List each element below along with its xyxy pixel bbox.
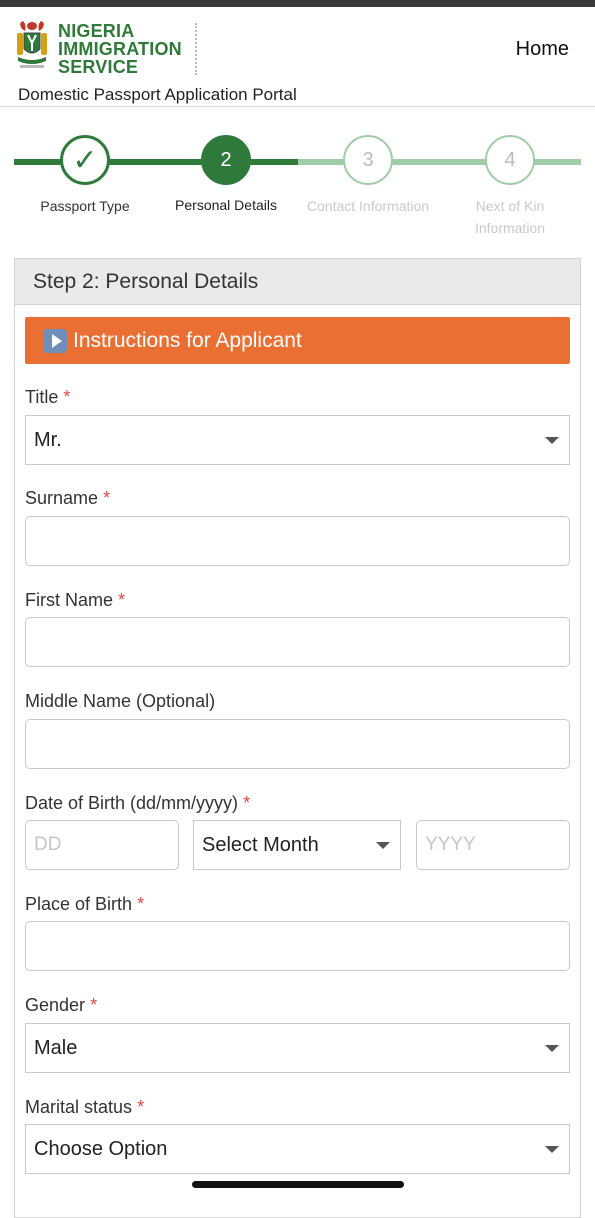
required-mark: *	[137, 1097, 145, 1117]
required-mark: *	[63, 387, 71, 407]
gender-label	[25, 995, 97, 1016]
step-connector	[14, 159, 298, 165]
step-title: Step 2: Personal Details	[15, 259, 580, 305]
marital-status-label	[25, 1097, 144, 1118]
middle-name-label: Middle Name (Optional)	[25, 691, 216, 711]
title-select[interactable]	[25, 415, 570, 465]
chevron-down-icon	[376, 842, 390, 849]
place-of-birth-label	[25, 894, 144, 915]
status-bar	[0, 0, 595, 7]
portal-title: Domestic Passport Application Portal	[18, 85, 297, 104]
site-header	[0, 7, 595, 107]
place-of-birth-input[interactable]	[25, 921, 570, 971]
dob-day-input[interactable]: DD	[25, 820, 179, 870]
step-connector	[298, 159, 581, 165]
marital-status-label-text: Marital status	[25, 1097, 133, 1117]
middle-name-input[interactable]	[25, 719, 570, 769]
brand-line-2: IMMIGRATION	[58, 39, 182, 59]
step-2-circle[interactable]: 2	[201, 135, 251, 185]
step-4-label: Next of Kin Information	[474, 198, 546, 236]
home-indicator	[192, 1181, 404, 1188]
home-link[interactable]: Home	[515, 38, 569, 60]
place-of-birth-label-text: Place of Birth	[25, 894, 133, 914]
marital-status-value: Choose Option	[34, 1137, 168, 1160]
surname-label-text: Surname	[25, 488, 99, 508]
step-1-label: Passport Type	[40, 198, 130, 214]
dob-label-text: Date of Birth (dd/mm/yyyy)	[25, 793, 239, 813]
chevron-down-icon	[545, 437, 559, 444]
required-mark: *	[118, 590, 126, 610]
first-name-label	[25, 590, 125, 611]
first-name-label-text: First Name	[25, 590, 114, 610]
gender-select-value: Male	[34, 1036, 78, 1059]
title-label-text: Title	[25, 387, 59, 407]
required-mark: *	[243, 793, 251, 813]
instructions-label: Instructions for Applicant	[73, 328, 302, 352]
required-mark: *	[103, 488, 111, 508]
brand-line-1: NIGERIA	[58, 21, 135, 41]
personal-details-card	[14, 258, 581, 1218]
step-3-circle[interactable]: 3	[343, 135, 393, 185]
surname-input[interactable]	[25, 516, 570, 566]
step-3-label: Contact Information	[306, 198, 430, 214]
header-divider	[195, 23, 197, 75]
required-mark: *	[137, 894, 145, 914]
step-4-circle[interactable]: 4	[485, 135, 535, 185]
dob-label	[25, 793, 250, 814]
instructions-button[interactable]	[25, 317, 570, 364]
step-1-check-icon[interactable]: ✓	[60, 135, 110, 185]
required-mark: *	[90, 995, 98, 1015]
step-2-label: Personal Details	[175, 197, 277, 213]
progress-stepper	[0, 107, 595, 257]
brand-line-3: SERVICE	[58, 57, 139, 77]
title-label	[25, 387, 70, 408]
dob-month-select[interactable]	[193, 820, 401, 870]
play-icon	[43, 329, 67, 353]
surname-label	[25, 488, 110, 509]
dob-year-input[interactable]: YYYY	[416, 820, 570, 870]
gender-label-text: Gender	[25, 995, 86, 1015]
first-name-input[interactable]	[25, 617, 570, 667]
coat-of-arms-logo	[14, 19, 50, 71]
brand-name	[58, 22, 182, 76]
title-select-value: Mr.	[34, 428, 62, 451]
dob-month-value: Select Month	[202, 833, 319, 856]
marital-status-select[interactable]	[25, 1124, 570, 1174]
chevron-down-icon	[545, 1045, 559, 1052]
chevron-down-icon	[545, 1146, 559, 1153]
gender-select[interactable]	[25, 1023, 570, 1073]
